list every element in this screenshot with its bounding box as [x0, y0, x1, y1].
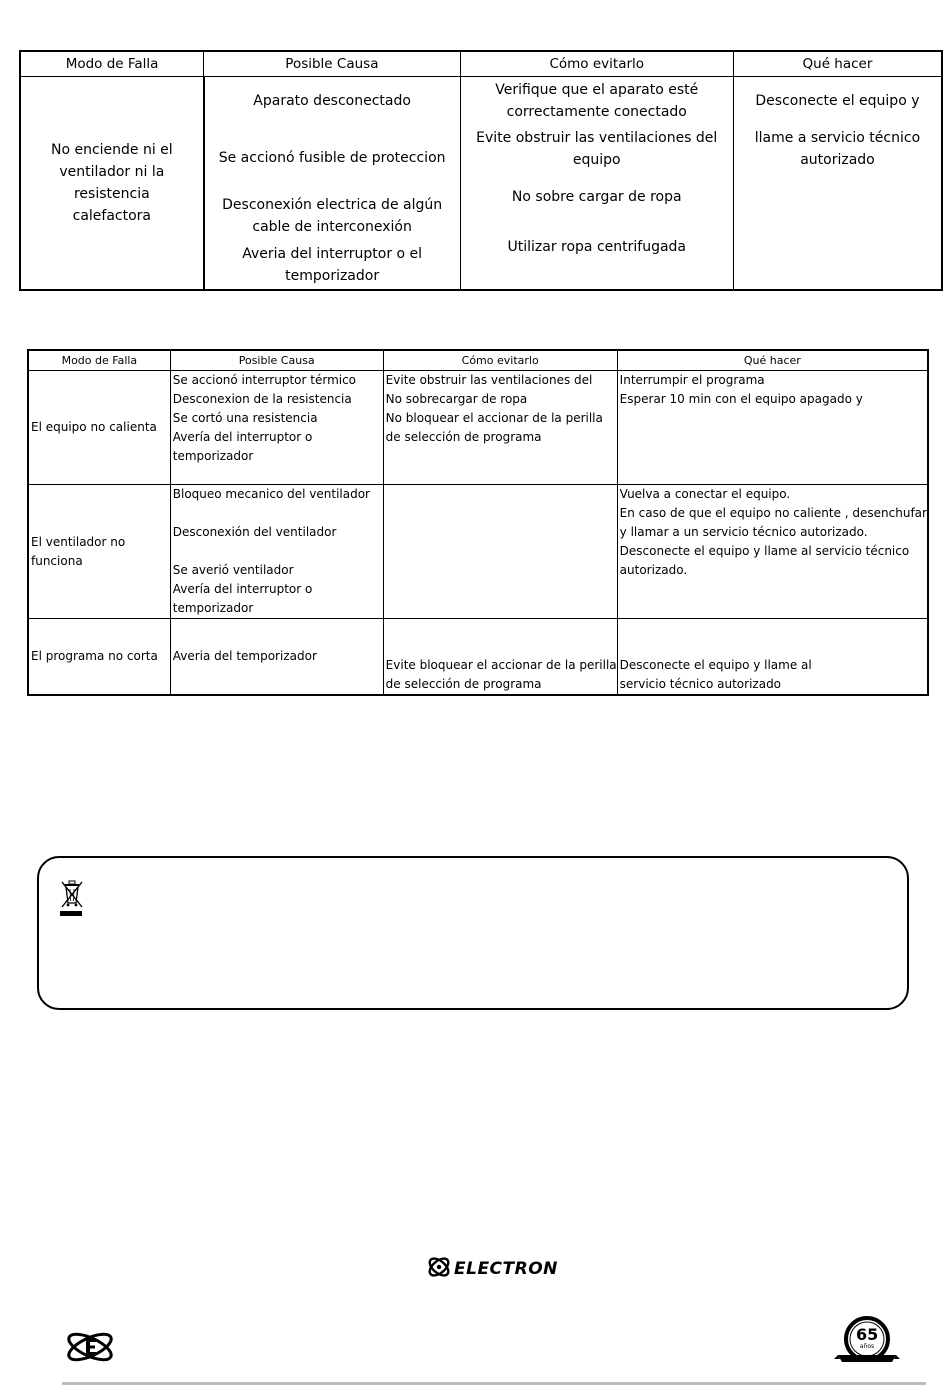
anniversary-badge-icon	[834, 1315, 900, 1369]
table1-header-row	[20, 51, 942, 77]
table2-header-avoid: Cómo evitarlo	[383, 350, 617, 371]
table2-row2-cause	[170, 485, 383, 619]
table1-header-cause: Posible Causa	[204, 51, 460, 77]
avoid-line: Evite obstruir las ventilaciones del	[385, 373, 593, 387]
avoid-line: de selección de programa	[385, 676, 542, 691]
table2-header-cause: Posible Causa	[170, 350, 383, 371]
todo-line: autorizado.	[619, 563, 688, 577]
cause-line: Averia del temporizador	[172, 648, 317, 663]
recycling-notice-box	[37, 856, 909, 1010]
todo-line: servicio técnico autorizado	[619, 676, 782, 691]
todo-line: Desconecte el equipo y llame al servicio técnico	[619, 544, 910, 558]
table2-row2-todo	[617, 485, 928, 619]
table1-header-mode: Modo de Falla	[20, 51, 204, 77]
fault-table-2	[27, 349, 929, 696]
table2-row3-cause	[170, 619, 383, 695]
todo-line: Vuelva a conectar el equipo.	[619, 487, 791, 501]
table1-header-todo: Qué hacer	[733, 51, 942, 77]
todo-line: Esperar 10 min con el equipo apagado y	[619, 392, 863, 406]
table1-avoid: Utilizar ropa centrifugada	[507, 239, 687, 255]
table1-header-avoid: Cómo evitarlo	[460, 51, 733, 77]
cause-line: Desconexión del ventilador	[172, 525, 337, 539]
table1-avoid: Verifique que el aparato esté correctamente conectado	[495, 82, 699, 120]
todo-line: Desconecte el equipo y llame al	[619, 657, 812, 672]
table2-row1-cause	[170, 371, 383, 485]
table1-row	[20, 77, 942, 291]
table1-causes-cell	[204, 77, 460, 291]
table1-cause: Aparato desconectado	[253, 93, 411, 109]
table2-row1-todo	[617, 371, 928, 485]
cause-line: temporizador	[172, 601, 254, 615]
avoid-line: de selección de programa	[385, 430, 542, 444]
table1-avoid: Evite obstruir las ventilaciones del equipo	[476, 130, 718, 168]
table2-row2-avoid	[383, 485, 617, 619]
cause-line: Avería del interruptor o	[172, 582, 313, 596]
table2-row	[28, 371, 928, 485]
crossed-bin-icon	[59, 878, 85, 920]
table1-todo: Desconecte el equipo y	[755, 93, 920, 109]
cause-line: temporizador	[172, 449, 254, 463]
cause-line: Se accionó interruptor térmico	[172, 373, 357, 387]
table2-header-todo: Qué hacer	[617, 350, 928, 371]
table1-avoid-cell	[460, 77, 733, 291]
table2-row3-mode: El programa no corta	[28, 619, 170, 695]
cause-line: Avería del interruptor o	[172, 430, 313, 444]
table1-cause: Se accionó fusible de proteccion	[218, 150, 446, 166]
cause-gap	[173, 504, 383, 523]
electron-brand-logo	[426, 1250, 558, 1288]
table2-row3-avoid	[383, 619, 617, 695]
table1-cause: Desconexión electrica de algún cable de interconexión	[222, 197, 443, 235]
cause-gap	[173, 542, 383, 561]
avoid-line: No bloquear el accionar de la perilla	[385, 411, 603, 425]
table2-header-mode: Modo de Falla	[28, 350, 170, 371]
fault-table-1	[19, 50, 943, 291]
cause-line: Bloqueo mecanico del ventilador	[172, 487, 370, 501]
electron-mini-logo-icon	[64, 1328, 116, 1370]
table1-fail-mode-text: No enciende ni el ventilador ni la resistencia calefactora	[50, 142, 173, 224]
footer-divider	[62, 1382, 926, 1385]
cause-line: Se cortó una resistencia	[172, 411, 318, 425]
table1-cause: Averia del interruptor o el temporizador	[242, 246, 423, 284]
badge-number: 65	[856, 1325, 879, 1344]
table1-avoid: No sobre cargar de ropa	[511, 189, 682, 205]
table1-fail-mode	[20, 77, 204, 291]
avoid-line: No sobrecargar de ropa	[385, 392, 528, 406]
table2-row1-avoid	[383, 371, 617, 485]
table2-row	[28, 619, 928, 695]
cause-line: Se averió ventilador	[172, 563, 294, 577]
electron-logo-icon	[426, 1250, 452, 1288]
table2-row2-mode: El ventilador no funciona	[28, 485, 170, 619]
table1-todo: llame a servicio técnico autorizado	[754, 130, 921, 168]
todo-line: y llamar a un servicio técnico autorizado.	[619, 525, 868, 539]
badge-sub: años	[859, 1343, 875, 1350]
todo-line: En caso de que el equipo no caliente , desenchufar	[619, 506, 927, 520]
todo-line: Interrumpir el programa	[619, 373, 765, 387]
table1-todo-cell	[733, 77, 942, 291]
brand-name: ELECTRON	[454, 1259, 558, 1279]
table2-row	[28, 485, 928, 619]
table2-row3-todo	[617, 619, 928, 695]
avoid-line: Evite bloquear el accionar de la perilla	[385, 657, 617, 672]
table2-row1-mode: El equipo no calienta	[28, 371, 170, 485]
table2-header-row	[28, 350, 928, 371]
cause-line: Desconexion de la resistencia	[172, 392, 352, 406]
